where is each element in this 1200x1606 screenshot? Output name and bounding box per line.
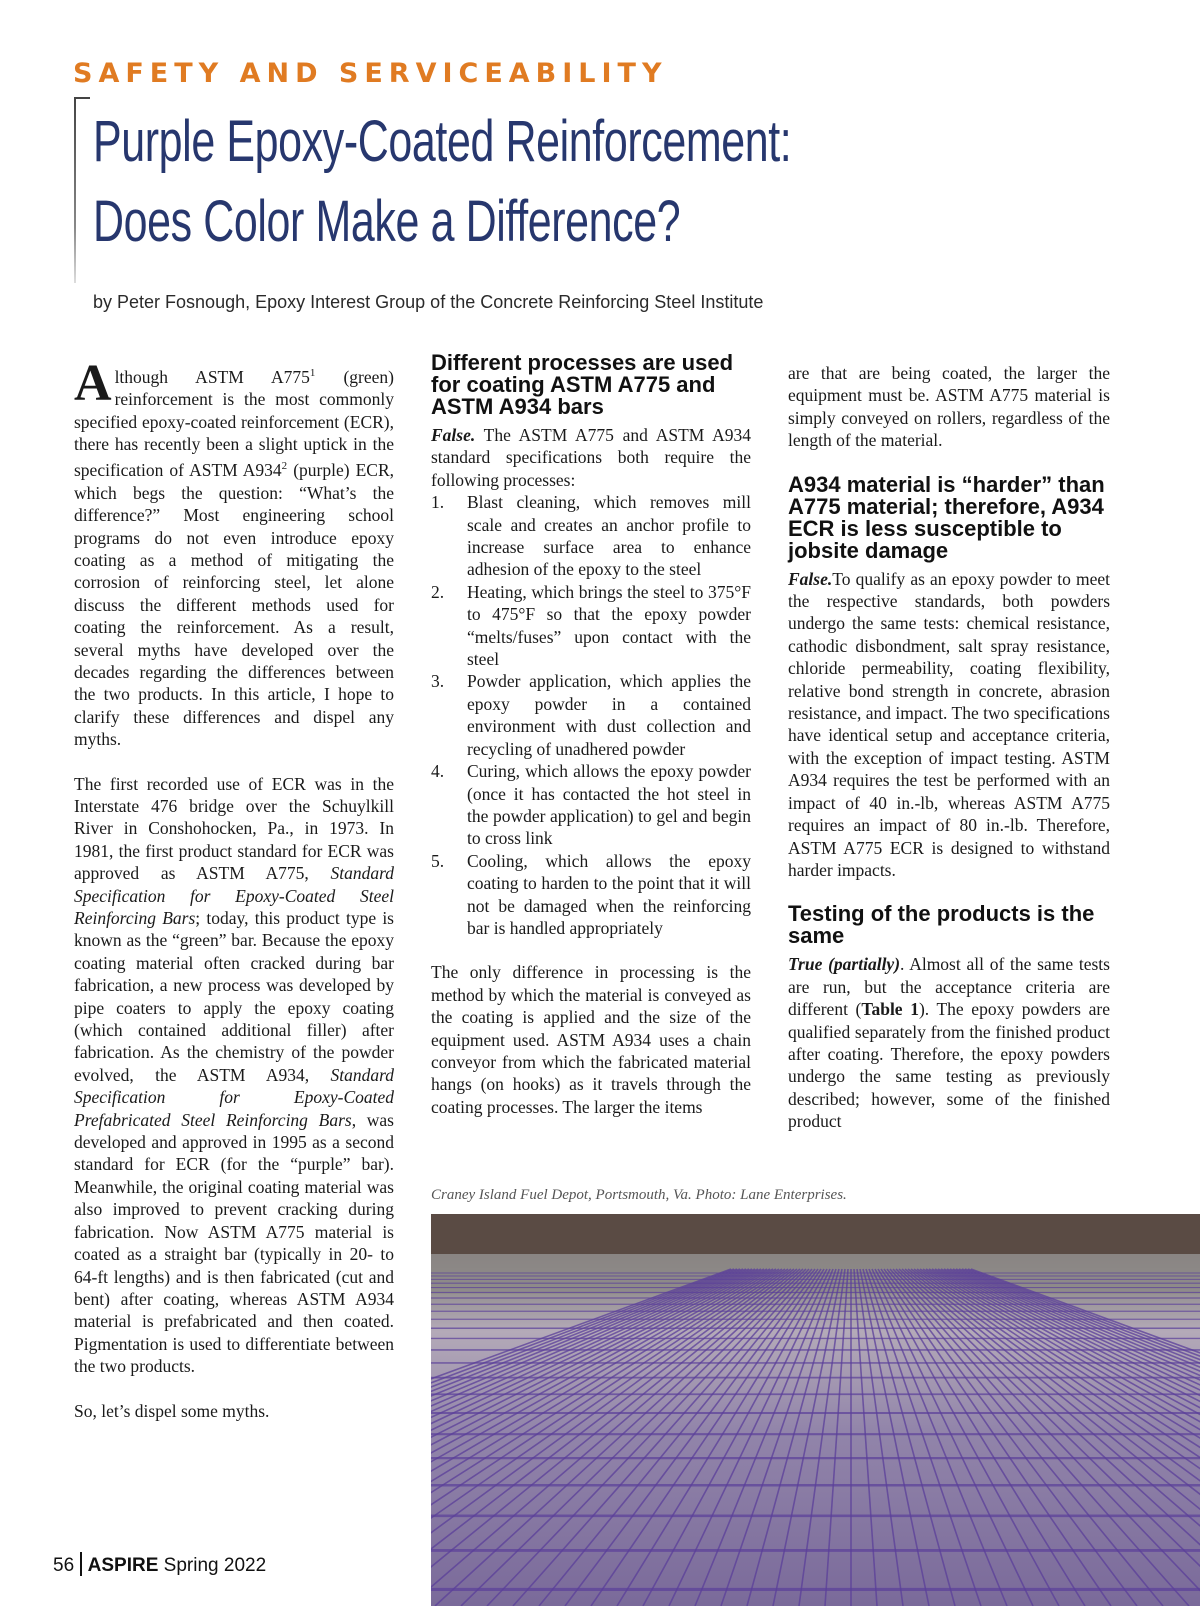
section-kicker: SAFETY AND SERVICEABILITY [73,58,668,89]
title-line-2: Does Color Make a Difference? [93,189,681,254]
process-steps-list [431,491,751,939]
text-run: lthough ASTM A775 [114,366,310,387]
rebar-deck-photo [431,1214,1200,1606]
text-run: The first recorded use of ECR was in the Interstate 476 bridge over the Schuylkill River in Conshohocken, Pa., in 1973. In 1981, the first product standard for ECR was approved as ASTM A775, [74,773,394,884]
text-run: The ASTM A775 and ASTM A934 standard specifications both require the following processes: [431,425,751,490]
step-number: 1. [431,492,445,513]
step-number: 3. [431,671,445,692]
title-accent-rule [74,97,76,283]
article-title [93,102,792,262]
verdict-partial: True (partially) [788,954,901,975]
text-run: ; today, this product type is known as the “green” bar. Because the epoxy coating material often cracked during bar fabrication, a new process was developed by pipe coaters to apply the epoxy coating (which contained additional filler) after fabrication. As the chemistry of the powder evolved, the ASTM A934, [74,908,394,1085]
page-number: 56 [53,1555,75,1576]
text-run: (purple) ECR, which begs the question: “What’s the difference?” Most engineering school programs do not even introduce epoxy coating as a method of mitigating the corrosion of reinforcing steel, let alone discuss the different methods used for coating the reinforcement. As a result, several myths have developed over the decades regarding the differences between the two products. In this article, I hope to clarify these differences and dispel any myths. [74,460,394,750]
footnote-ref-2: 2 [281,460,288,473]
process-step [431,491,751,581]
step-number: 4. [431,761,445,782]
rebar-grid-illustration [431,1214,1200,1606]
title-accent-tick [74,97,90,99]
text-run: . Almost all of the same tests are run, but the acceptance criteria are different ( [788,954,1110,1020]
step-text: Cooling, which allows the epoxy coating to harden to the point that it will not be damaged when the reinforcing bar is handled appropriately [467,850,751,938]
column-1 [74,355,394,1444]
process-step [431,581,751,671]
process-step [431,850,751,940]
magazine-name: ASPIRE [87,1555,159,1576]
column-3 [788,362,1110,1155]
verdict-false: False. [431,425,476,445]
history-paragraph [74,773,394,1378]
process-step [431,670,751,760]
myths-paragraph: So, let’s dispel some myths. [74,1400,270,1421]
text-run: To qualify as an epoxy powder to meet the respective standards, both powders undergo the same tests: chemical resistance, cathodic disbondment, salt spray resistance, chloride permeability, coating flexibility, relative bond strength in concrete, abrasion resistance, and impact. The two specifications have identical setup and acceptance criteria, with the exception of impact testing. ASTM A934 requires the test be performed with an impact of 40 in.-lb, whereas ASTM A775 requires an impact of 80 in.-lb. Therefore, ASTM A775 ECR is designed to withstand harder impacts. [788,568,1110,880]
processes-intro [431,424,751,491]
section-heading-processes: Different processes are used for coating ASTM A775 and ASTM A934 bars [431,350,734,419]
section-heading-hardness: A934 material is “harder” than A775 material; therefore, A934 ECR is less susceptible to jobsite damage [788,471,1105,563]
verdict-false: False. [788,568,833,589]
table-reference: Table 1 [861,999,919,1020]
testing-paragraph [788,953,1110,1132]
column-2 [431,352,751,1140]
equipment-paragraph: are that are being coated, the larger the equipment must be. ASTM A775 material is simply conveyed on rollers, regardless of the length of the material. [788,363,1110,451]
text-run: ). The epoxy powders are qualified separately from the finished product after coating. Therefore, the epoxy powders undergo the same testing as previously described; however, some of the finished product [788,999,1110,1132]
standard-title: Standard Specification for Epoxy-Coated Prefabricated Steel Reinforcing Bars [74,1064,394,1130]
step-text: Powder application, which applies the epoxy powder in a contained environment with dust collection and recycling of unadhered powder [467,671,751,759]
footnote-ref-1: 1 [309,367,316,379]
title-line-1: Purple Epoxy-Coated Reinforcement: [93,109,792,174]
standard-title: Standard Specification for Epoxy-Coated Steel Reinforcing Bars [74,863,394,928]
step-text: Blast cleaning, which removes mill scale and creates an anchor profile to increase surface area to enhance adhesion of the epoxy to the steel [467,492,751,580]
issue-label: Spring 2022 [163,1555,267,1576]
step-number: 5. [431,850,445,871]
rebar-mesh [431,1269,1200,1606]
background-structure [431,1214,1200,1254]
text-run: , was developed and approved in 1995 as a second standard for ECR (for the “purple” bar). Meanwhile, the original coating material was also improved to prevent cracking during fabrication. Now ASTM A775 material is coated as a straight bar (typically in 20- to 64-ft lengths) and is then fabricated (cut and bent) after coating, whereas ASTM A934 material is prefabricated and then coated. Pigmentation is used to differentiate between the two products. [74,1109,394,1377]
processing-difference-paragraph: The only difference in processing is the method by which the material is conveyed as the coating is applied and the size of the equipment used. ASTM A934 uses a chain conveyor from which the fabricated material hangs (on hooks) as it travels through the coating processes. The larger the items [431,962,751,1117]
intro-paragraph [74,355,394,751]
byline: by Peter Fosnough, Epoxy Interest Group of the Concrete Reinforcing Steel Institute [93,292,764,312]
footer-divider [80,1552,82,1576]
page-footer [53,1552,266,1577]
section-heading-testing: Testing of the products is the same [788,901,1095,949]
process-step [431,760,751,850]
text-run: (green) reinforcement is the most commonly specified epoxy-coated reinforcement (ECR), there has recently been a slight uptick in the specification of ASTM A934 [74,366,394,481]
step-text: Heating, which brings the steel to 375°F to 475°F so that the epoxy powder “melts/fuses” upon contact with the steel [467,581,751,670]
hardness-paragraph [788,568,1110,882]
step-number: 2. [431,581,445,602]
step-text: Curing, which allows the epoxy powder (once it has contacted the hot steel in the powder application) to gel and begin to cross link [467,761,751,849]
photo-caption: Craney Island Fuel Depot, Portsmouth, Va. Photo: Lane Enterprises. [431,1187,847,1203]
drop-cap: A [74,355,112,412]
